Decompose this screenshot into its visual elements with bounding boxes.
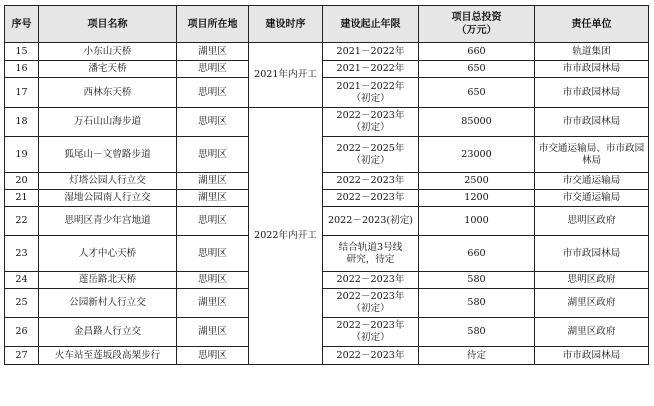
responsible-unit-cell: 市市政园林局 — [535, 61, 649, 78]
row-number-cell: 16 — [5, 61, 39, 78]
period-cell: 结合轨道3号线 研究，待定 — [323, 236, 419, 272]
schedule-group-cell: 2021年内开工 — [249, 43, 323, 108]
header-cell: 项目名称 — [39, 6, 177, 43]
location-cell: 湖里区 — [177, 190, 249, 207]
project-name-cell: 狐尾山－文曾路步道 — [39, 137, 177, 173]
table-row — [5, 347, 649, 365]
responsible-unit-cell: 思明区政府 — [535, 272, 649, 289]
table-row — [5, 318, 649, 347]
location-cell: 湖里区 — [177, 173, 249, 190]
period-cell: 2022－2023年 — [323, 190, 419, 207]
responsible-unit-cell: 思明区政府 — [535, 207, 649, 236]
location-cell: 思明区 — [177, 137, 249, 173]
table-row — [5, 78, 649, 108]
project-name-cell: 潘宅天桥 — [39, 61, 177, 78]
investment-cell: 650 — [419, 78, 535, 108]
investment-cell: 2500 — [419, 173, 535, 190]
responsible-unit-cell: 市市政园林局 — [535, 236, 649, 272]
table-row — [5, 173, 649, 190]
responsible-unit-cell: 市交通运输局、市市政园林局 — [535, 137, 649, 173]
header-cell: 项目所在地 — [177, 6, 249, 43]
responsible-unit-cell: 轨道集团 — [535, 43, 649, 61]
table-row — [5, 137, 649, 173]
project-name-cell: 湿地公园南人行立交 — [39, 190, 177, 207]
investment-cell: 1200 — [419, 190, 535, 207]
period-cell: 2022－2023年 — [323, 347, 419, 365]
project-table — [4, 5, 649, 365]
investment-cell: 1000 — [419, 207, 535, 236]
row-number-cell: 26 — [5, 318, 39, 347]
table-row — [5, 43, 649, 61]
responsible-unit-cell: 湖里区政府 — [535, 318, 649, 347]
investment-cell: 580 — [419, 272, 535, 289]
investment-cell: 660 — [419, 236, 535, 272]
table-row — [5, 108, 649, 137]
table-row — [5, 207, 649, 236]
investment-cell: 85000 — [419, 108, 535, 137]
investment-cell: 待定 — [419, 347, 535, 365]
period-cell: 2021－2022年 — [323, 43, 419, 61]
location-cell: 湖里区 — [177, 318, 249, 347]
table-row — [5, 190, 649, 207]
row-number-cell: 23 — [5, 236, 39, 272]
location-cell: 思明区 — [177, 108, 249, 137]
header-cell: 建设时序 — [249, 6, 323, 43]
period-cell: 2022－2023年 （初定） — [323, 289, 419, 318]
period-cell: 2022－2025年 （初定） — [323, 137, 419, 173]
location-cell: 思明区 — [177, 61, 249, 78]
project-name-cell: 灯塔公园人行立交 — [39, 173, 177, 190]
period-cell: 2022－2023年 — [323, 272, 419, 289]
table-row — [5, 236, 649, 272]
project-name-cell: 人才中心天桥 — [39, 236, 177, 272]
responsible-unit-cell: 市市政园林局 — [535, 78, 649, 108]
header-cell: 责任单位 — [535, 6, 649, 43]
project-name-cell: 火车站至莲坂段高架步行 — [39, 347, 177, 365]
schedule-group-cell: 2022年内开工 — [249, 108, 323, 365]
project-name-cell: 小东山天桥 — [39, 43, 177, 61]
location-cell: 思明区 — [177, 236, 249, 272]
period-cell: 2022－2023年 — [323, 173, 419, 190]
period-cell: 2022－2023年 （初定） — [323, 318, 419, 347]
project-name-cell: 思明区青少年宫地道 — [39, 207, 177, 236]
responsible-unit-cell: 市交通运输局 — [535, 190, 649, 207]
header-cell: 项目总投资 （万元） — [419, 6, 535, 43]
location-cell: 思明区 — [177, 78, 249, 108]
table-row — [5, 272, 649, 289]
table-row — [5, 289, 649, 318]
row-number-cell: 15 — [5, 43, 39, 61]
responsible-unit-cell: 湖里区政府 — [535, 289, 649, 318]
location-cell: 思明区 — [177, 347, 249, 365]
row-number-cell: 17 — [5, 78, 39, 108]
location-cell: 思明区 — [177, 272, 249, 289]
investment-cell: 580 — [419, 289, 535, 318]
investment-cell: 23000 — [419, 137, 535, 173]
project-name-cell: 公园新村人行立交 — [39, 289, 177, 318]
investment-cell: 650 — [419, 61, 535, 78]
project-name-cell: 金昌路人行立交 — [39, 318, 177, 347]
row-number-cell: 19 — [5, 137, 39, 173]
header-cell: 序号 — [5, 6, 39, 43]
location-cell: 思明区 — [177, 207, 249, 236]
row-number-cell: 20 — [5, 173, 39, 190]
header-row — [5, 6, 649, 43]
responsible-unit-cell: 市交通运输局 — [535, 173, 649, 190]
row-number-cell: 24 — [5, 272, 39, 289]
period-cell: 2021－2022年 （初定） — [323, 78, 419, 108]
responsible-unit-cell: 市市政园林局 — [535, 108, 649, 137]
location-cell: 湖里区 — [177, 289, 249, 318]
row-number-cell: 25 — [5, 289, 39, 318]
project-name-cell: 万石山山海步道 — [39, 108, 177, 137]
row-number-cell: 22 — [5, 207, 39, 236]
period-cell: 2022－2023(初定) — [323, 207, 419, 236]
period-cell: 2022－2023年 （初定） — [323, 108, 419, 137]
responsible-unit-cell: 市市政园林局 — [535, 347, 649, 365]
row-number-cell: 27 — [5, 347, 39, 365]
project-name-cell: 莲岳路北天桥 — [39, 272, 177, 289]
location-cell: 湖里区 — [177, 43, 249, 61]
row-number-cell: 21 — [5, 190, 39, 207]
investment-cell: 660 — [419, 43, 535, 61]
period-cell: 2021－2022年 — [323, 61, 419, 78]
investment-cell: 580 — [419, 318, 535, 347]
table-row — [5, 61, 649, 78]
project-name-cell: 西林东天桥 — [39, 78, 177, 108]
header-cell: 建设起止年限 — [323, 6, 419, 43]
row-number-cell: 18 — [5, 108, 39, 137]
